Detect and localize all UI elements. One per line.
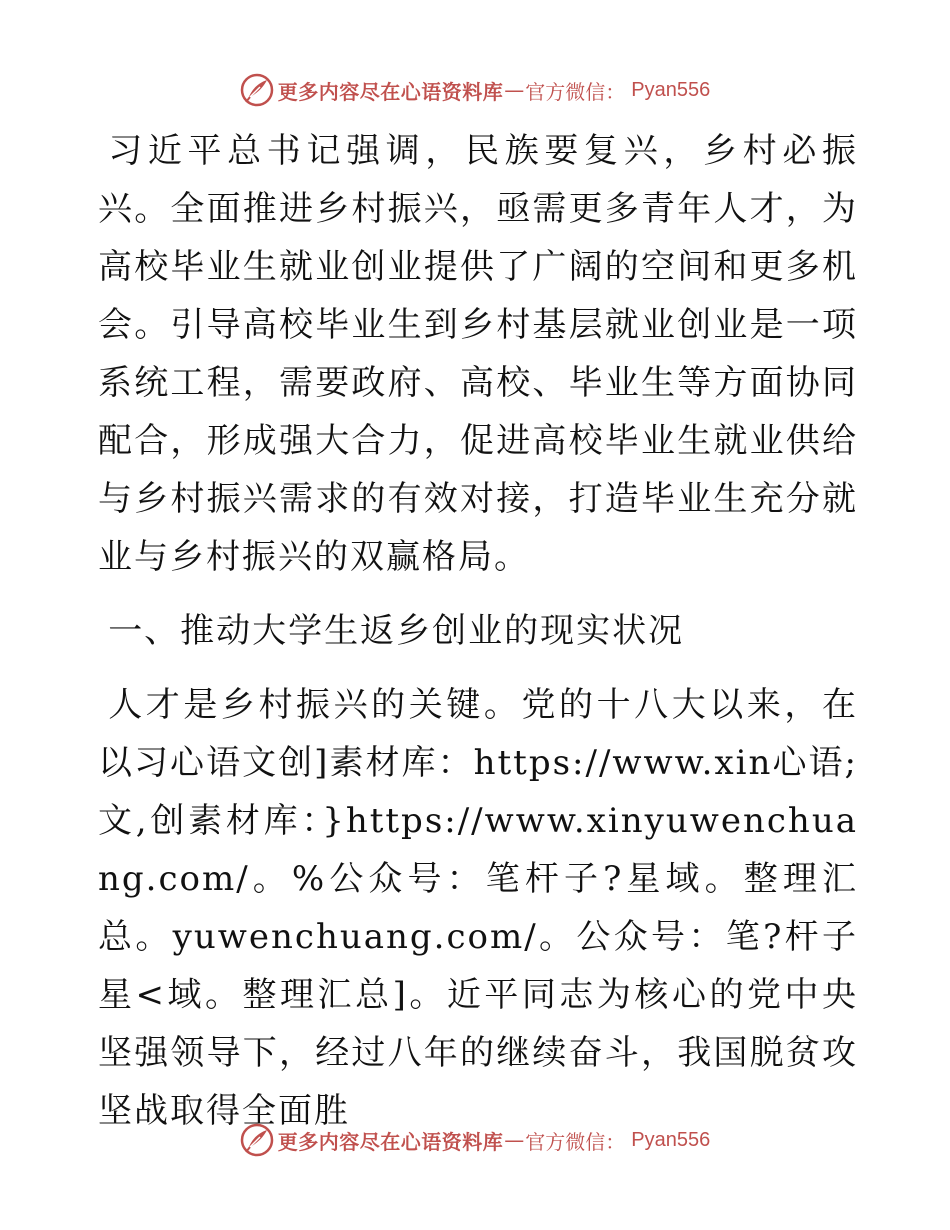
watermark-wechat-id: Pyan556 (631, 78, 711, 101)
watermark-wechat-label: 官方微信： (525, 1129, 626, 1154)
feather-pen-logo-icon (240, 73, 274, 107)
watermark-main-text: 更多内容尽在心语资料库 (277, 79, 504, 104)
paragraph-body: 人才是乡村振兴的关键。党的十八大以来，在以习心语文创]素材库：https://www.xin心语;文,创素材库：}https://www.xinyuwenchuang.com/。%公众号：笔杆子?星域。整理汇总。yuwenchuang.com/。公众号：笔?杆子星<域。整理汇总]。近平同志为核心的党中央坚强领导下，经过八年的继续奋斗，我国脱贫攻坚战取得全面胜 (98, 685, 858, 1131)
watermark-main-text: 更多内容尽在心语资料库 (277, 1129, 504, 1154)
section-heading: 一、推动大学生返乡创业的现实状况 (108, 611, 685, 651)
footer-watermark (0, 1120, 950, 1160)
document-body (98, 122, 858, 1140)
watermark-wechat-label: 官方微信： (525, 79, 626, 104)
watermark-wechat-id: Pyan556 (631, 1128, 711, 1151)
watermark-dash: — (504, 78, 525, 102)
header-watermark (0, 70, 950, 110)
paragraph-intro: 习近平总书记强调，民族要复兴，乡村必振兴。全面推进乡村振兴，亟需更多青年人才，为高校毕业生就业创业提供了广阔的空间和更多机会。引导高校毕业生到乡村基层就业创业是一项系统工程，需要政府、高校、毕业生等方面协同配合，形成强大合力，促进高校毕业生就业供给与乡村振兴需求的有效对接，打造毕业生充分就业与乡村振兴的双赢格局。 (98, 131, 858, 577)
watermark-dash: — (504, 1128, 525, 1152)
feather-pen-logo-icon (240, 1123, 274, 1157)
